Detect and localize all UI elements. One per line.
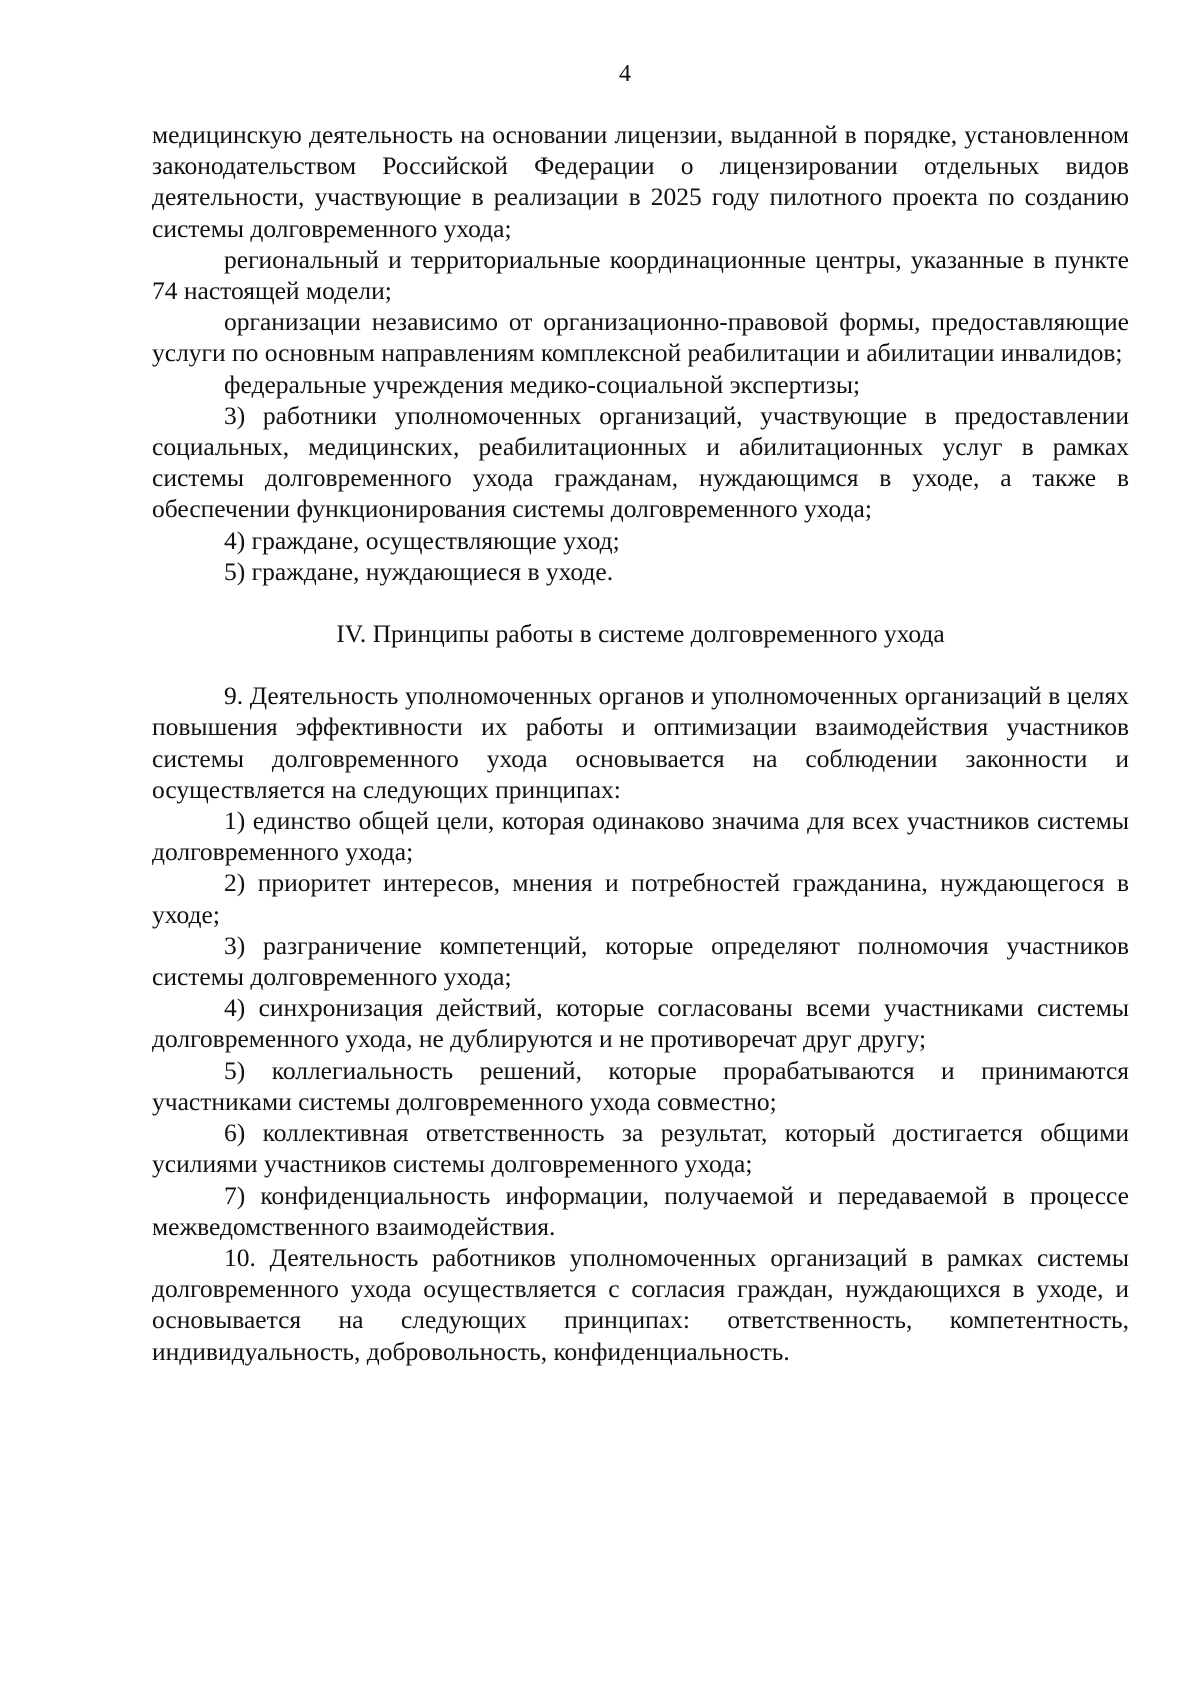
clause-9: 9. Деятельность уполномоченных органов и уполномоченных организаций в целях повышения эффективности их работы и оптимизации взаимодействия участников системы долговременного ухода основывается на соблюдении законности и осуществляется на следующих принципах: bbox=[152, 681, 1129, 804]
principle-5: 5) коллегиальность решений, которые прорабатываются и принимаются участниками системы долговременного ухода совместно; bbox=[152, 1055, 1129, 1116]
document-body bbox=[152, 119, 1129, 1367]
paragraph-medical-expertise: федеральные учреждения медико-социальной экспертизы; bbox=[224, 369, 861, 399]
list-item-3: 3) работники уполномоченных организаций, участвующие в предоставлении социальных, медицинских, реабилитационных и абилитационных услуг в рамках системы долговременного ухода гражданам, нуждающимся в уходе, а также в обеспечении функционирования системы долговременного ухода; bbox=[152, 400, 1129, 524]
principle-6: 6) коллективная ответственность за результат, который достигается общими усилиями участников системы долговременного ухода; bbox=[152, 1118, 1129, 1179]
section-heading: IV. Принципы работы в системе долговременного ухода bbox=[336, 619, 945, 649]
list-item-5: 5) граждане, нуждающиеся в уходе. bbox=[224, 556, 614, 586]
paragraph-coordination-centers: региональный и территориальные координационные центры, указанные в пункте 74 настоящей модели; bbox=[152, 244, 1129, 306]
principle-1: 1) единство общей цели, которая одинаково значима для всех участников системы долговременного ухода; bbox=[152, 806, 1129, 867]
principle-4: 4) синхронизация действий, которые согласованы всеми участниками системы долговременного ухода, не дублируются и не противоречат друг другу; bbox=[152, 993, 1129, 1054]
principle-2: 2) приоритет интересов, мнения и потребностей гражданина, нуждающегося в уходе; bbox=[152, 868, 1129, 929]
paragraph-continuation: медицинскую деятельность на основании лицензии, выданной в порядке, установленном законодательством Российской Федерации о лицензировании отдельных видов деятельности, участвующие в реализации в 2025 году пилотного проекта по созданию системы долговременного ухода; bbox=[152, 120, 1129, 243]
clause-10: 10. Деятельность работников уполномоченных организаций в рамках системы долговременного ухода осуществляется с согласия граждан, нуждающихся в уходе, и основывается на следующих принципах: ответственность, компетентность, индивидуальность, добровольность, конфиденциальность. bbox=[152, 1242, 1129, 1366]
paragraph-rehabilitation-organizations: организации независимо от организационно-правовой формы, предоставляющие услуги по основным направлениям комплексной реабилитации и абилитации инвалидов; bbox=[152, 307, 1129, 368]
principle-7: 7) конфиденциальность информации, получаемой и передаваемой в процессе межведомственного взаимодействия. bbox=[152, 1180, 1129, 1241]
page-number: 4 bbox=[619, 61, 631, 87]
principle-3: 3) разграничение компетенций, которые определяют полномочия участников системы долговременного ухода; bbox=[152, 930, 1129, 992]
list-item-4: 4) граждане, осуществляющие уход; bbox=[224, 525, 620, 555]
